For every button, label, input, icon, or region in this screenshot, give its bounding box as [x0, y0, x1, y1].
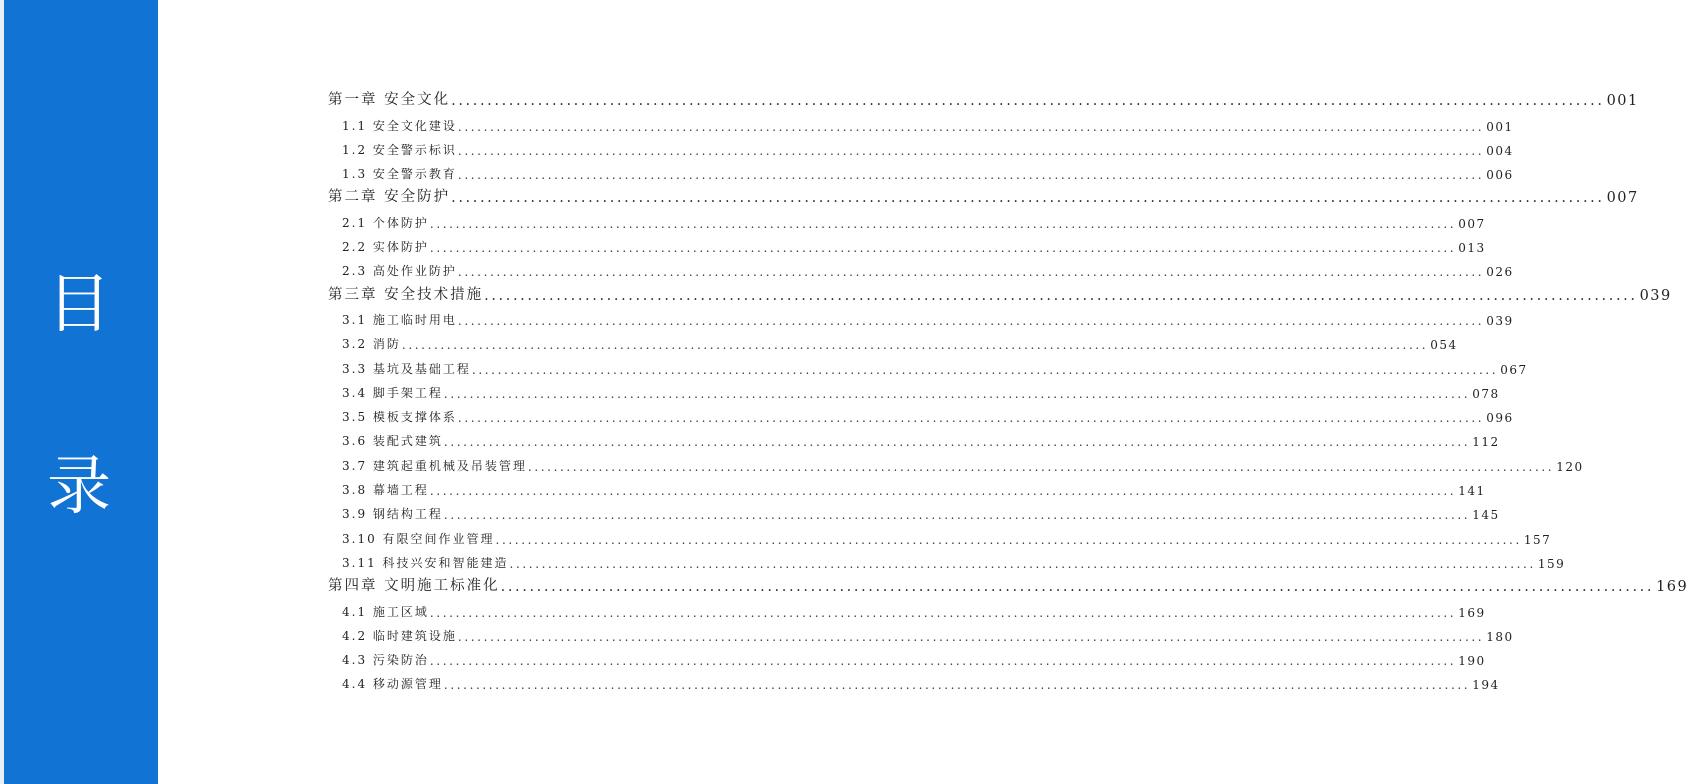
toc-entry-title: 3.3 基坑及基础工程 — [342, 361, 471, 376]
toc-page-number: 180 — [1486, 629, 1514, 644]
sidebar-title-char-1: 目 — [47, 268, 111, 342]
toc-section-entry[interactable] — [328, 620, 1514, 644]
toc-page-number: 145 — [1472, 508, 1500, 523]
toc-section-entry[interactable] — [328, 328, 1458, 353]
toc-entry-title: 2.2 实体防护 — [342, 240, 429, 255]
toc-dot-leader: ................................................................................................................................................................ — [401, 338, 1429, 353]
toc-page-number: 157 — [1523, 532, 1552, 547]
toc-entry-title: 3.1 施工临时用电 — [342, 312, 457, 327]
toc-entry-title: 4.4 移动源管理 — [342, 677, 443, 692]
toc-section-entry[interactable] — [328, 377, 1500, 401]
toc-dot-leader: ................................................................................................................................................................ — [457, 411, 1485, 426]
sidebar-band — [0, 0, 158, 784]
toc-section-entry[interactable] — [328, 109, 1514, 134]
toc-dot-leader: ................................................................................................................................................................ — [429, 654, 1457, 669]
toc-dot-leader: ................................................................................................................................................................ — [443, 678, 1471, 693]
toc-dot-leader: ................................................................................................................................................................ — [457, 168, 1485, 183]
toc-page-number: 096 — [1486, 411, 1514, 426]
toc-page-number: 194 — [1472, 678, 1500, 693]
toc-entry-title: 1.1 安全文化建设 — [342, 118, 457, 133]
toc-entry-title: 1.2 安全警示标识 — [342, 142, 457, 157]
toc-entry-title: 3.8 幕墙工程 — [342, 483, 429, 498]
toc-section-entry[interactable] — [328, 644, 1486, 669]
toc-entry-title: 3.10 有限空间作业管理 — [342, 531, 495, 546]
toc-page-number: 001 — [1606, 93, 1639, 110]
toc-page-number: 039 — [1486, 313, 1514, 328]
toc-entry-title: 3.6 装配式建筑 — [342, 434, 443, 449]
toc-section-entry[interactable] — [328, 498, 1500, 523]
toc-section-entry[interactable] — [328, 425, 1500, 450]
toc-page-number: 190 — [1458, 654, 1486, 669]
toc-dot-leader: ................................................................................................................................................................ — [443, 508, 1471, 523]
toc-page-number: 159 — [1537, 556, 1566, 571]
toc-section-entry[interactable] — [328, 522, 1552, 547]
toc-page-number: 120 — [1556, 459, 1584, 474]
toc-entry-title: 3.2 消防 — [342, 337, 401, 352]
toc-page-number: 007 — [1606, 190, 1639, 207]
toc-section-entry[interactable] — [328, 134, 1514, 158]
toc-page-number: 169 — [1656, 579, 1688, 596]
toc-page-number: 007 — [1458, 216, 1486, 231]
toc-entry-title: 3.9 钢结构工程 — [342, 507, 443, 522]
toc-page-number: 004 — [1486, 143, 1514, 158]
toc-dot-leader: ................................................................................................................................................................ — [509, 556, 1536, 571]
table-of-contents — [328, 85, 1688, 693]
toc-dot-leader: ................................................................................................................................................................ — [527, 459, 1555, 474]
toc-entry-title: 第三章 安全技术措施 — [328, 286, 484, 303]
toc-entry-title: 2.3 高处作业防护 — [342, 264, 457, 279]
toc-entry-title: 3.5 模板支撑体系 — [342, 410, 457, 425]
toc-entry-title: 第二章 安全防护 — [328, 189, 451, 206]
toc-dot-leader: ................................................................................................................................................................ — [429, 484, 1457, 499]
toc-dot-leader: ................................................................................................................................................................ — [457, 119, 1485, 134]
toc-section-entry[interactable] — [328, 231, 1486, 256]
toc-page-number: 141 — [1458, 484, 1486, 499]
toc-page-number: 112 — [1472, 435, 1500, 450]
toc-entry-title: 第四章 文明施工标准化 — [328, 578, 500, 595]
toc-dot-leader: ................................................................................................................................................................ — [457, 629, 1485, 644]
toc-chapter-entry[interactable] — [328, 279, 1672, 304]
toc-section-entry[interactable] — [328, 401, 1514, 426]
toc-dot-leader: ................................................................................................................................................................ — [429, 216, 1457, 231]
sidebar-edge — [0, 0, 4, 784]
toc-entry-title: 4.2 临时建筑设施 — [342, 628, 457, 643]
toc-section-entry[interactable] — [328, 352, 1528, 377]
toc-entry-title: 3.4 脚手架工程 — [342, 385, 443, 400]
toc-section-entry[interactable] — [328, 255, 1514, 280]
toc-dot-leader: ................................................................................................................................................................ — [500, 579, 1655, 596]
toc-entry-title: 3.7 建筑起重机械及吊装管理 — [342, 458, 527, 473]
toc-page-number: 001 — [1486, 119, 1514, 134]
toc-section-entry[interactable] — [328, 449, 1584, 474]
toc-page-number: 039 — [1639, 287, 1672, 304]
toc-chapter-entry[interactable] — [328, 182, 1639, 207]
toc-dot-leader: ................................................................................................................................................................ — [471, 362, 1499, 377]
toc-section-entry[interactable] — [328, 474, 1486, 499]
toc-page-number: 169 — [1458, 605, 1486, 620]
toc-entry-title: 4.3 污染防治 — [342, 653, 429, 668]
toc-dot-leader: ................................................................................................................................................................ — [443, 386, 1471, 401]
toc-chapter-entry[interactable] — [328, 85, 1639, 110]
toc-dot-leader: ................................................................................................................................................................ — [451, 190, 1605, 207]
toc-page-number: 067 — [1500, 362, 1528, 377]
toc-entry-title: 4.1 施工区域 — [342, 604, 429, 619]
toc-dot-leader: ................................................................................................................................................................ — [495, 532, 1522, 547]
toc-entry-title: 第一章 安全文化 — [328, 92, 451, 109]
toc-dot-leader: ................................................................................................................................................................ — [429, 605, 1457, 620]
toc-section-entry[interactable] — [328, 206, 1486, 231]
toc-section-entry[interactable] — [328, 668, 1500, 693]
toc-page-number: 026 — [1486, 265, 1514, 280]
toc-page-number: 006 — [1486, 168, 1514, 183]
toc-page-number: 013 — [1458, 241, 1486, 256]
toc-section-entry[interactable] — [328, 595, 1486, 620]
toc-dot-leader: ................................................................................................................................................................ — [451, 93, 1605, 110]
toc-dot-leader: ................................................................................................................................................................ — [443, 435, 1471, 450]
toc-page-number: 078 — [1472, 386, 1500, 401]
toc-dot-leader: ................................................................................................................................................................ — [429, 241, 1457, 256]
toc-entry-title: 1.3 安全警示教育 — [342, 167, 457, 182]
toc-section-entry[interactable] — [328, 547, 1566, 571]
toc-dot-leader: ................................................................................................................................................................ — [457, 313, 1485, 328]
sidebar-title-char-2: 录 — [47, 450, 111, 524]
toc-dot-leader: ................................................................................................................................................................ — [457, 265, 1485, 280]
toc-dot-leader: ................................................................................................................................................................ — [484, 287, 1638, 304]
toc-entry-title: 3.11 科技兴安和智能建造 — [342, 555, 509, 570]
toc-section-entry[interactable] — [328, 304, 1514, 328]
toc-page-number: 054 — [1430, 338, 1458, 353]
toc-dot-leader: ................................................................................................................................................................ — [457, 143, 1485, 158]
toc-chapter-entry[interactable] — [328, 571, 1688, 596]
toc-section-entry[interactable] — [328, 158, 1514, 183]
toc-entry-title: 2.1 个体防护 — [342, 215, 429, 230]
